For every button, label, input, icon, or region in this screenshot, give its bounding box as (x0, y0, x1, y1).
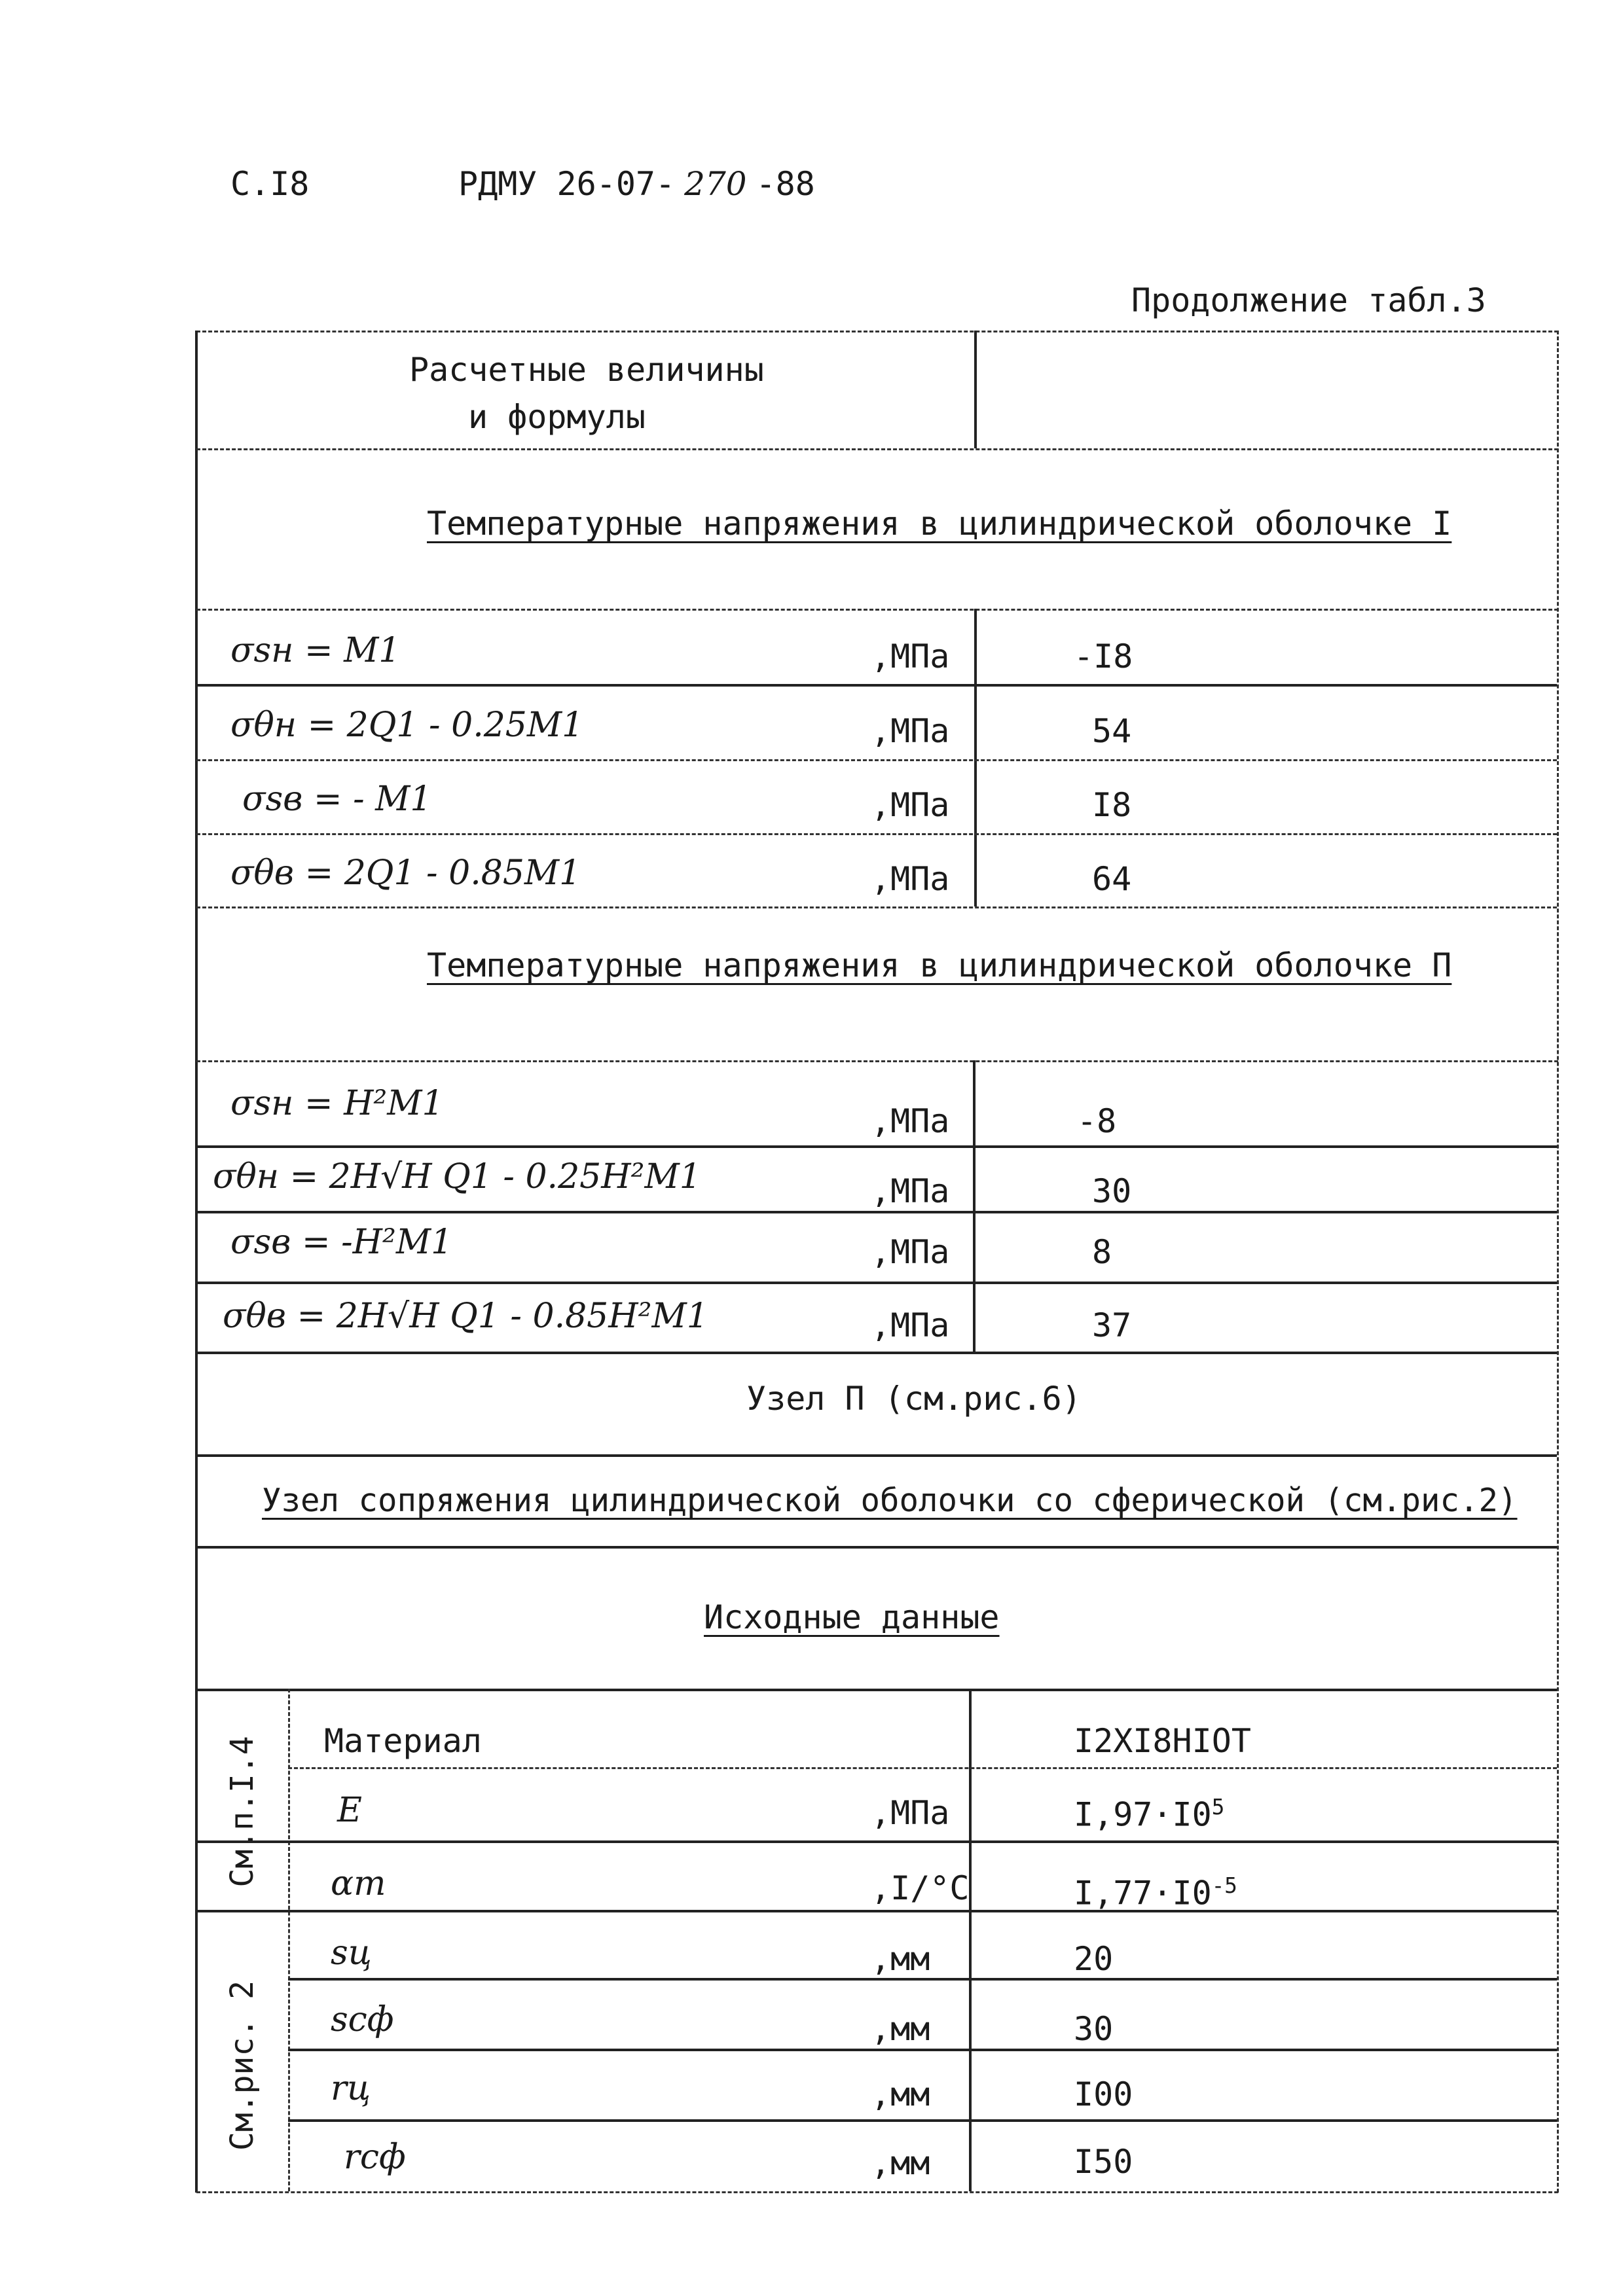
initial-row3-rule (196, 1910, 1557, 1912)
document-code-year: -88 (756, 165, 815, 203)
initial-row3-value (1074, 1875, 1237, 1910)
initial-row2-value (1074, 1795, 1225, 1834)
section1-row2-rule (196, 759, 1557, 761)
document-code-number: 270 (684, 165, 747, 203)
section1-bottom-rule (196, 906, 1557, 908)
section1-row2-value: 54 (1092, 712, 1132, 750)
section1-row2-unit: ,МПа (871, 712, 950, 750)
initial-row6-unit: ,мм (871, 2075, 930, 2113)
section1-row3-unit: ,МПа (871, 786, 950, 824)
initial-data-title: Исходные данные (704, 1598, 1000, 1636)
initial-row7-unit: ,мм (871, 2144, 930, 2182)
section2-row2-value: 30 (1092, 1172, 1132, 1210)
initial-row3-unit: ,I/°C (871, 1869, 970, 1907)
section2-row1-formula: σsн = H²M1 (230, 1084, 444, 1123)
group2-label: См.рис. 2 (224, 1980, 261, 2151)
section2-row2-unit: ,МПа (871, 1172, 950, 1210)
table-continuation-label: Продолжение табл.3 (1131, 281, 1486, 319)
initial-row1-name: Материал (324, 1722, 482, 1760)
initial-row7-value: I50 (1074, 2143, 1133, 2181)
initial-row3-name: αт (331, 1864, 386, 1903)
section1-row3-value: I8 (1092, 786, 1132, 824)
section1-row1-unit: ,МПа (871, 637, 950, 675)
section2-row3-rule (196, 1282, 1557, 1284)
initial-row4-value: 20 (1074, 1940, 1114, 1978)
initial-row6-name: rц (331, 2069, 371, 2108)
initial-row6-rule (288, 2119, 1557, 2122)
section2-row1-rule (196, 1145, 1557, 1148)
initial-row3-exponent: -5 (1211, 1873, 1237, 1898)
node-title-rule (195, 1454, 1557, 1457)
initial-row2-rule (196, 1840, 1557, 1843)
page-number: С.I8 (230, 165, 310, 203)
section1-row3-formula: σsв = - M1 (242, 780, 432, 819)
section2-title: Температурные напряжения в цилиндрической оболочке П (427, 946, 1452, 984)
section1-title: Температурные напряжения в цилиндрической оболочке I (427, 505, 1452, 543)
initial-row3-mantissa: I,77·I0 (1074, 1874, 1212, 1912)
initial-row2-exponent: 5 (1211, 1795, 1225, 1820)
initial-data-title-rule (195, 1689, 1557, 1691)
section1-row1-rule (196, 684, 1557, 687)
section2-column-divider (973, 1060, 976, 1352)
header-bottom-rule (196, 448, 1558, 450)
section1-column-divider (974, 609, 977, 906)
section2-row1-unit: ,МПа (871, 1102, 950, 1140)
section2-row4-value: 37 (1092, 1306, 1132, 1344)
section2-row3-value: 8 (1092, 1233, 1112, 1271)
section1-row1-formula: σsн = M1 (230, 631, 401, 670)
section1-row4-formula: σθв = 2Q1 - 0.85M1 (230, 853, 581, 893)
column-header-line2: и формулы (468, 398, 646, 436)
section2-row3-unit: ,МПа (871, 1233, 950, 1271)
initial-row4-name: sц (331, 1933, 372, 1973)
initial-row4-rule (288, 1978, 1557, 1981)
section2-row2-rule (196, 1211, 1557, 1213)
node-subtitle-rule (195, 1546, 1557, 1549)
initial-row5-rule (288, 2049, 1557, 2051)
group-label-divider (288, 1689, 290, 2191)
document-code-prefix: РДМУ 26-07- (458, 165, 676, 203)
node-subtitle: Узел сопряжения цилиндрической оболочки со сферической (см.рис.2) (262, 1482, 1518, 1519)
initial-row2-mantissa: I,97·I0 (1074, 1795, 1212, 1834)
initial-row5-name: sсф (331, 2000, 394, 2039)
section2-row4-formula: σθв = 2H√H Q1 - 0.85H²M1 (223, 1297, 708, 1336)
section1-row2-formula: σθн = 2Q1 - 0.25M1 (230, 706, 584, 745)
section2-title-rule (196, 1060, 1558, 1062)
initial-row7-name: rсф (344, 2138, 406, 2177)
section2-row4-unit: ,МПа (871, 1306, 950, 1344)
section1-row1-value: -I8 (1074, 637, 1133, 675)
initial-row4-unit: ,мм (871, 1940, 930, 1978)
table-top-border (196, 331, 1558, 332)
initial-row1-value: I2XI8HIOT (1074, 1722, 1251, 1760)
section2-bottom-rule (195, 1352, 1557, 1354)
column-header-line1: Расчетные величины (409, 351, 764, 389)
table-bottom-border (196, 2191, 1558, 2193)
document-code (458, 165, 815, 203)
section1-row3-rule (196, 833, 1557, 835)
section1-title-rule (196, 609, 1558, 611)
initial-column-divider (969, 1689, 972, 2191)
section2-row1-value: -8 (1077, 1102, 1117, 1140)
node-title: Узел П (см.рис.6) (746, 1380, 1082, 1418)
initial-row5-unit: ,мм (871, 2010, 930, 2048)
section2-row2-formula: σθн = 2H√H Q1 - 0.25H²M1 (213, 1157, 701, 1196)
header-column-divider (974, 331, 977, 448)
initial-row1-rule (288, 1767, 1557, 1769)
group1-label: См.п.I.4 (224, 1736, 261, 1888)
initial-row2-unit: ,МПа (871, 1794, 950, 1832)
section1-row4-value: 64 (1092, 860, 1132, 898)
section1-row4-unit: ,МПа (871, 860, 950, 898)
initial-row5-value: 30 (1074, 2010, 1114, 2048)
section2-row3-formula: σsв = -H²M1 (230, 1223, 453, 1262)
initial-row6-value: I00 (1074, 2075, 1133, 2113)
initial-row2-name: E (337, 1791, 362, 1830)
